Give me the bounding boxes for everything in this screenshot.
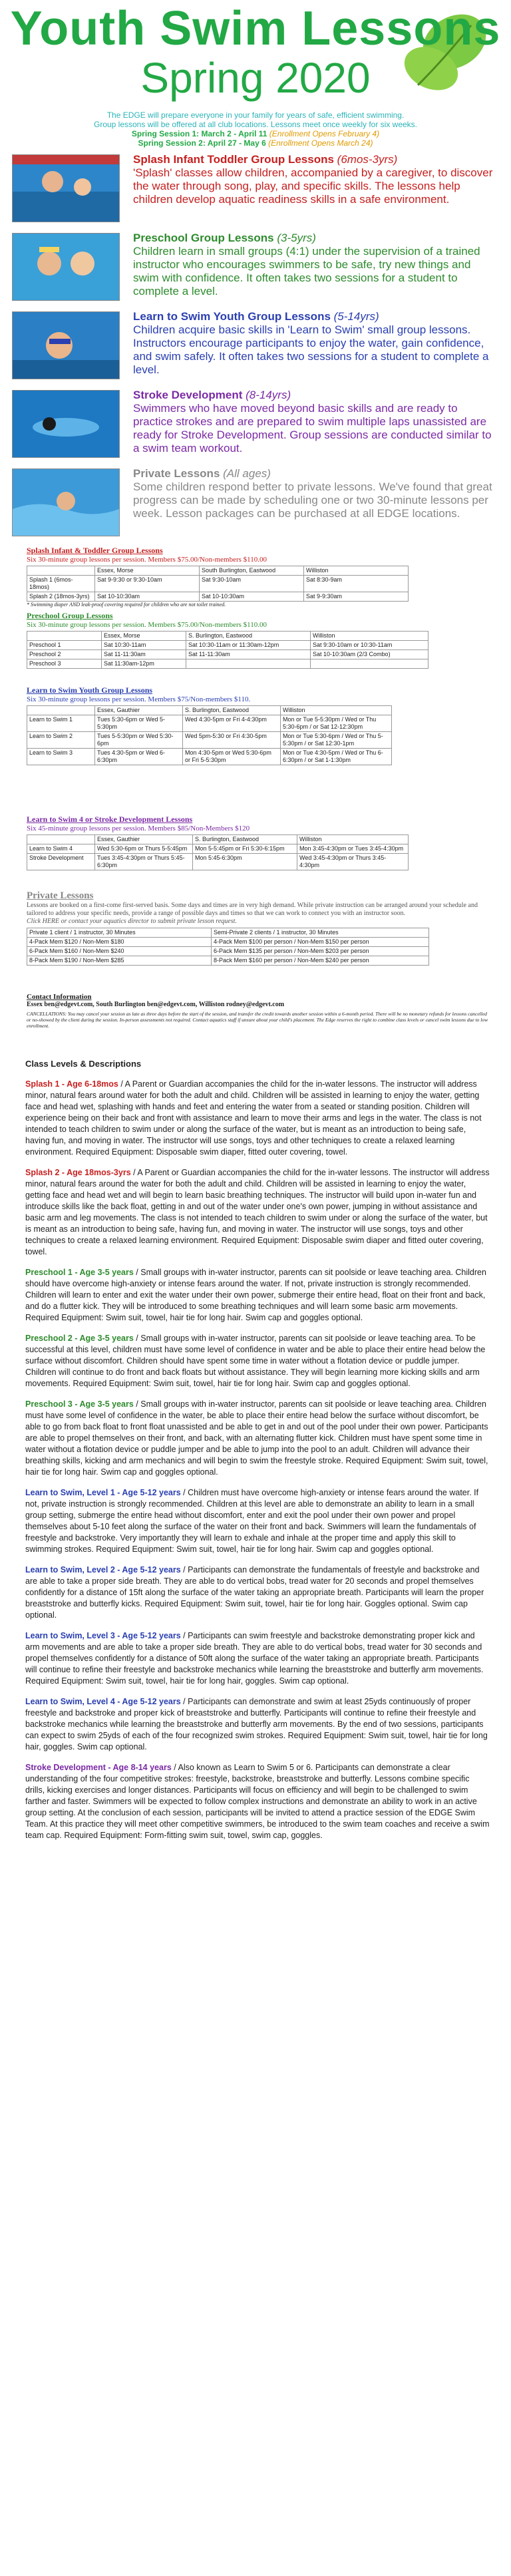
level-age: - Age 5-12 years [114,1488,181,1497]
level-text: / Participants can demonstrate and swim at least 25yds continuously of proper freestyle and backstroke and proper kick of breaststroke and butterfly. Participants will continue to refine their freestyle and backstroke mechanics while learning the breaststroke and butterfly arm movements. By the end of two sessions, participants can expect to swim 25yds of each of the four recognized swim strokes. Required Equipment: Swim suit, towel, hair tie for long hair, goggles. Swim cap optional. [25,1697,488,1751]
level-name: Splash 2 [25,1168,60,1177]
program-splash [0,148,511,226]
program-desc: Some children respond better to private lessons. We've found that great progress can be made by scheduling one or two 30-minute lessons per week. Lesson packages can be purchased at all EDGE locations. [133,480,492,520]
private-photo [12,468,120,536]
page-title: Youth Swim Lessons [10,2,501,55]
stroke-development-photo [12,390,120,458]
program-title: Splash Infant Toddler Group Lessons [133,153,334,166]
level-age: - Age 6-18mos [59,1079,118,1089]
program-ages: (6mos-3yrs) [337,153,398,166]
level-text: / A Parent or Guardian accompanies the child for the in-water lessons. The instructor will address minor, natural fears around the water for both the adult and child. Children will be assisted in learning to enjoy the water, getting face and head wet and will begin to learn basic breathing techniques. The instructor will build upon in-water fun and introduce skills like the back float, getting in and out of the water under one's own power, jumping in without assistance and basic arm and leg movements. The class is not intended to teach children to swim under or along the surface of the water, but is meant as an introduction to being safe, having fun, and moving in water. The instructor will use songs, toys and other techniques to create a relaxed learning environment. Required Equipment: Disposable swim diaper and fitted outer covering, towel. [25,1168,490,1256]
level-age: - Age 5-12 years [114,1697,181,1706]
page-header [0,0,511,148]
splash-schedule [27,546,492,608]
level-text: / Small groups with in-water instructor, parents can sit poolside or leave teaching area. Children must have some level of confidence in the water, be able to place their entire head below the surface without discomfort, be able to go from back float to front float unassisted and be able to get in and out of the pool under their own power. Participants are able to propel themselves on their front, and back, with an alternating flutter kick. Children must have spent some time in water without a flotation device or puddle jumper and be able to jump into the pool to an adult. Children will advance their breathing skills, kicking and arm mechanics and will begin to swim the freestyle stroke. Required Equipment: Swim suit, towel, hair tie for long hair. Swim cap and goggles optional. [25,1399,488,1477]
level-description [25,1630,491,1687]
level-name: Preschool 3 [25,1399,73,1409]
learn-to-swim-photo [12,311,120,379]
level-text: / Also known as Learn to Swim 5 or 6. Participants can demonstrate a clear understanding of the four competitive strokes: freestyle, backstroke, breaststroke and butterfly. Lessons combine specific drills, kicking exercises and longer distances. Participants will focus on efficiency and will begin to be challenged to swim farther and faster. Swimmers will be expected to follow complex instructions and demonstrate an ability to work in an active group setting. At the conclusion of each session, participants will be invited to attend a practice session of the EDGE Swim Team. At this practice they will meet other competitive swimmers, be introduced to the swim team coaches and receive a swim team cap. Required Equipment: Form-fitting swim suit, towel, swim cap, goggles. [25,1763,490,1840]
level-text: / A Parent or Guardian accompanies the child for the in-water lessons. The instructor will address minor, natural fears around water for both the adult and child. Children will be assisted in learning to enjoy the water, getting face and head wet, splashing with hands and feet and entering the water from a seated or standing position. Children will experience being on their back and front with assistance and learn to move their arms and legs in the water. The class is not intended to teach children to swim under or along the surface of the water, but is meant as an introduction to being safe, having fun, and moving in water. The instructor will use songs, toys and other techniques to create a relaxed learning environment. Required Equipment: Disposable swim diaper, fitted outer covering, towel. [25,1079,482,1157]
program-ages: (All ages) [223,467,271,480]
level-age: - Age 3-5 years [72,1268,134,1277]
level-name: Preschool 1 [25,1268,73,1277]
program-title: Preschool Group Lessons [133,232,274,244]
learn-to-swim-schedule [27,685,492,765]
session-1-enroll: (Enrollment Opens February 4) [269,129,380,138]
intro-line-1: The EDGE will prepare everyone in your family for years of safe, efficient swimming. [106,110,405,120]
preschool-schedule [27,611,492,669]
level-description [25,1487,491,1555]
section-price: Six 30-minute group lessons per session. Members $75/Non-members $110. [27,695,251,703]
section-heading: Learn to Swim 4 or Stroke Development Lessons [27,815,193,824]
program-desc: 'Splash' classes allow children, accompanied by a caregiver, to discover the water through song, play, and specific skills. The lessons help children develop aquatic readiness skills in a safe environment. [133,166,493,206]
program-ages: (3-5yrs) [277,232,316,244]
section-heading: Splash Infant & Toddler Group Lessons [27,546,163,555]
program-preschool [0,226,511,305]
level-name: Learn to Swim, Level 3 [25,1631,115,1640]
program-desc: Children learn in small groups (4:1) under the supervision of a trained instructor who encourages swimmers to be safe, try new things and swim with confidence. It often takes two sessions for a student to complete a level. [133,245,480,297]
level-description [25,1079,491,1158]
cancellation-policy: CANCELLATIONS: You may cancel your session as late as three days before the start of the session, and transfer the credit towards another session within a 6-month period. There will be no monetary refunds for lessons cancelled or no-showed by the client during the session. In-person assessments not required. Contact aquatics staff if unsure about your child's placement. The Edge reserves the right to combine class levels or cancel swim lessons due to low enrollment. [27,1011,488,1029]
private-request-link[interactable]: Click HERE or contact your aquatics director to submit private lesson request. [27,918,237,925]
splash-note: * Swimming diaper AND leak-proof covering required for children who are not toilet trained. [27,602,226,608]
section-price: Six 30-minute group lessons per session. Members $75.00/Non-members $110.00 [27,621,267,629]
section-heading: Learn to Swim Youth Group Lessons [27,685,153,695]
program-stroke-development [0,383,511,462]
private-body: Lessons are booked on a first-come first-served basis. Some days and times are in very high demand. While private instruction can be arranged around your schedule and tailored to address your specific needs, provide a range of possible days and times so that we can work to connect you with an instructor soon. [27,902,478,917]
private-pricing-table: Private 1 client / 1 instructor, 30 Minutes Semi-Private 2 clients / 1 instructor, 30 Minutes 4-Pack Mem $120 / Non-Mem $180 4-Pack Mem $100 per person / Non-Mem $150 per person 6-Pack Mem $160 / Non-Mem $240 6-Pack Mem $135 per person / Non-Mem $203 per person 8-Pack Mem $190 / Non-Mem $285 8-Pack Mem $160 per person / Non-Mem $240 per person [27,928,429,966]
private-lessons [27,890,492,966]
level-name: Learn to Swim, Level 1 [25,1488,115,1497]
section-heading: Private Lessons [27,890,94,901]
level-text: / Participants can swim freestyle and backstroke demonstrating proper kick and arm movements and are able to take a proper side breath. They are able to do vertical bobs, tread water for 30 seconds and propel themselves confidently for a distance of 50ft along the surface of the water taking an appropriate breath. Participants will continue to refine their freestyle and backstroke mechanics while learning the breaststroke and butterfly arm movements. Required Equipment: Swim suit, towel, hair tie for long hair, goggles. Swim cap optional. [25,1631,484,1686]
section-price: Six 30-minute group lessons per session. Members $75.00/Non-members $110.00 [27,556,267,564]
level-name: Preschool 2 [25,1334,73,1343]
level-name: Stroke Development [25,1763,106,1772]
level-description [25,1333,491,1389]
intro-text [0,110,511,148]
level-name: Learn to Swim, Level 2 [25,1565,115,1574]
stroke-schedule [27,815,492,870]
level-text: / Small groups with in-water instructor, parents can sit poolside or leave teaching area. To be successful at this level, children must have some level of confidence in water and be able to place their entire head below the surface without discomfort. Children should have spent some time in water without a flotation device or puddle jumper. Children will continue to do front and back floats but without assistance. They will begin learning more kicking skills and arm movements. Required Equipment: Swim suit, towel, hair tie for long hair. Swim cap and goggles optional. [25,1334,486,1388]
session-1: Spring Session 1: March 2 - April 11 [131,129,267,138]
level-description [25,1399,491,1478]
preschool-photo [12,233,120,301]
schedule-table: Essex, Gauthier S. Burlington, Eastwood Williston Learn to Swim 4 Wed 5:30-6pm or Thurs 5-5:45pm Mon 5-5:45pm or Fri 5:30-6:15pm Mon 3:45-4:30pm or Tues 3:45-4:30pm Stroke Development Tues 3:45-4:30pm or Thurs 5:45-6:30pm Mon 5:45-6:30pm Wed 3:45-4:30pm or Thurs 3:45-4:30pm [27,834,409,870]
level-text: / Participants can demonstrate the fundamentals of freestyle and backstroke and are able to take a proper side breath. They are able to do vertical bobs, tread water for 20 seconds and propel themselves confidently for a distance of 15ft along the surface of the water taking an appropriate breath. Participants will learn the proper breaststroke and butterfly kicks. Required Equipment: Swim suit, towel, hair tie for long hair. Goggles optional. Swim cap optional. [25,1565,484,1620]
program-title: Stroke Development [133,389,243,401]
schedule-table: Essex, Morse S. Burlington, Eastwood Williston Preschool 1 Sat 10:30-11am Sat 10:30-11am or 11:30am-12pm Sat 9:30-10am or 10:30-11am Preschool 2 Sat 11-11:30am Sat 11-11:30am Sat 10-10:30am (2/3 Combo) Preschool 3 Sat 11:30am-12pm [27,631,428,669]
program-ages: (8-14yrs) [246,389,291,401]
program-title: Private Lessons [133,467,220,480]
level-name: Splash 1 [25,1079,60,1089]
class-levels [25,1058,491,1851]
level-age: - Age 3-5 years [72,1399,134,1409]
splash-photo [12,154,120,222]
level-age: - Age 5-12 years [114,1631,181,1640]
level-description [25,1564,491,1621]
level-age: - Age 5-12 years [114,1565,181,1574]
section-price: Six 45-minute group lessons per session. Members $85/Non-Members $120 [27,825,250,832]
section-heading: Preschool Group Lessons [27,611,113,620]
level-description [25,1762,491,1841]
program-desc: Swimmers who have moved beyond basic skills and are ready to practice strokes and are prepared to swim multiple laps unassisted are ready for Stroke Development. Group sessions are conducted similar to a swim team workout. [133,402,492,455]
level-text: / Children must have overcome high-anxiety or intense fears around the water. If not, private instruction is strongly recommended. Children at this level are able to demonstrate an ability to learn in a small group setting, submerge the entire head without discomfort, enter and exit the pool under their own power and propel themselves about 5-10 feet along the surface of the water on their front and back. Swimmers will learn the fundamentals of freestyle and backstroke. Very importantly they will learn to exhale and inhale at the proper time and apply this skill to swimming strokes. Required Equipment: Swim suit, towel, hair tie for long hair. Swim cap and goggles optional. [25,1488,479,1554]
level-description [25,1167,491,1258]
level-age: - Age 3-5 years [72,1334,134,1343]
contact-heading: Contact Information [27,993,92,1001]
program-learn-to-swim [0,305,511,383]
level-age: - Age 8-14 years [105,1763,172,1772]
program-desc: Children acquire basic skills in 'Learn to Swim' small group lessons. Instructors encourage participants to enjoy the water, gain confidence, and swim safely. It often takes two sessions for a student to complete a level. [133,323,489,376]
level-name: Learn to Swim, Level 4 [25,1697,115,1706]
program-private [0,462,511,540]
session-2: Spring Session 2: April 27 - May 6 [138,138,266,148]
contact-info [27,993,492,1029]
levels-heading: Class Levels & Descriptions [25,1059,142,1069]
level-age: - Age 18mos-3yrs [59,1168,131,1177]
level-description [25,1696,491,1753]
schedule-table: Essex, Morse South Burlington, Eastwood Williston Splash 1 (6mos-18mos) Sat 9-9:30 or 9:30-10am Sat 9:30-10am Sat 8:30-9am Splash 2 (18mos-3yrs) Sat 10-10:30am Sat 10-10:30am Sat 9-9:30am [27,566,409,602]
session-2-enroll: (Enrollment Opens March 24) [268,138,373,148]
level-text: / Small groups with in-water instructor, parents can sit poolside or leave teaching area. Children should have overcome high-anxiety or intense fears around the water. If not, private instruction is strongly recommended. Children will learn to enter and exit the water under their own power, submerge their entire head, float on their front and back, and do a flutter kick. They will be introduced to some breathing techniques and will learn some basic arm movements. Required Equipment: Swim suit, towel, hair tie for long hair. Swim cap and goggles optional. [25,1268,486,1322]
level-description [25,1267,491,1324]
schedule-table: Essex, Gauthier S. Burlington, Eastwood Williston Learn to Swim 1 Tues 5:30-6pm or Wed 5-5:30pm Wed 4:30-5pm or Fri 4-4:30pm Mon or Tue 5-5:30pm / Wed or Thu 5:30-6pm / or Sat 12-12:30pm Learn to Swim 2 Tues 5-5:30pm or Wed 5:30-6pm Wed 5pm-5:30 or Fri 4:30-5pm Mon or Tue 5:30-6pm / Wed or Thu 5-5:30pm / or Sat 12:30-1pm Learn to Swim 3 Tues 4:30-5pm or Wed 6-6:30pm Mon 4:30-5pm or Wed 5:30-6pm or Fri 5-5:30pm Mon or Tue 4:30-5pm / Wed or Thu 6-6:30pm / or Sat 1-1:30pm [27,705,392,765]
page-subtitle: Spring 2020 [140,54,371,102]
program-ages: (5-14yrs) [333,310,379,323]
intro-line-2: Group lessons will be offered at all club locations. Lessons meet once weekly for six weeks. [93,120,418,129]
levels-list [25,1079,491,1841]
program-title: Learn to Swim Youth Group Lessons [133,310,331,323]
contact-line: Essex ben@edgevt.com, South Burlington ben@edgevt.com, Williston rodney@edgevt.com [27,1001,285,1008]
